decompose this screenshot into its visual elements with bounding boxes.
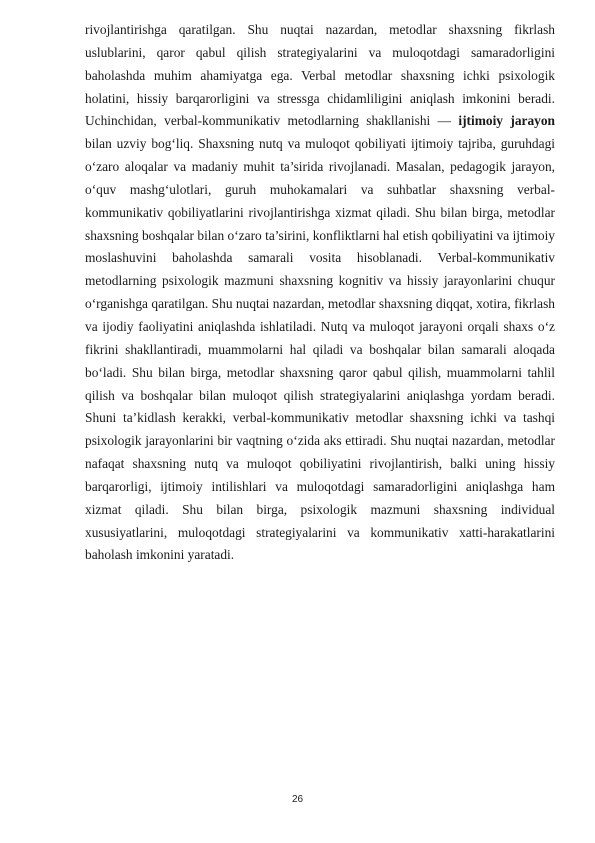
- paragraph-text-part-2: bilan uzviy bog‘liq. Shaxsning nutq va muloqot qobiliyati ijtimoiy tajriba, guruhdagi o‘zaro aloqalar va madaniy muhit ta’sirida rivojlanadi. Masalan, pedagogik jarayon, o‘quv mashg‘ulotlari, guruh muhokamalari va suhbatlar shaxsning verbal-kommunikativ qobiliyatlarini rivojlantirishga xizmat qiladi. Shu bilan birga, metodlar shaxsning boshqalar bilan o‘zaro ta’sirini, konfliktlarni hal etish qobiliyatini va ijtimoiy moslashuvini baholashda samarali vosita hisoblanadi. Verbal-kommunikativ metodlarning psixologik mazmuni shaxsning kognitiv va hissiy jarayonlarini chuqur o‘rganishga qaratilgan. Shu nuqtai nazardan, metodlar shaxsning diqqat, xotira, fikrlash va ijodiy faoliyatini aniqlashda ishlatiladi. Nutq va muloqot jarayoni orqali shaxs o‘z fikrini shakllantiradi, muammolarni hal qiladi va boshqalar bilan samarali aloqada bo‘ladi. Shu bilan birga, metodlar shaxsning qaror qabul qilish, muammolarni tahlil qilish va boshqalar bilan muloqot qilish strategiyalarini aniqlashga yordam beradi. Shuni ta’kidlash kerakki, verbal-kommunikativ metodlar shaxsning ichki va tashqi psixologik jarayonlarini bir vaqtning o‘zida aks ettiradi. Shu nuqtai nazardan, metodlar nafaqat shaxsning nutq va muloqot qobiliyatini rivojlantirish, balki uning hissiy barqarorligi, ijtimoiy intilishlari va muloqotdagi samaradorligini aniqlashga ham xizmat qiladi. Shu bilan birga, psixologik mazmuni shaxsning individual xususiyatlarini, muloqotdagi strategiyalarini va kommunikativ xatti-harakatlarini baholash imkonini yaratadi.: [85, 136, 555, 563]
- body-paragraph: [85, 19, 555, 567]
- bold-term: ijtimoiy jarayon: [458, 113, 555, 129]
- page-number: 26: [291, 794, 304, 805]
- paragraph-text-part-1: rivojlantirishga qaratilgan. Shu nuqtai nazardan, metodlar shaxsning fikrlash uslublarini, qaror qabul qilish strategiyalarini va muloqotdagi samaradorligini baholashda muhim ahamiyatga ega. Verbal metodlar shaxsning ichki psixologik holatini, hissiy barqarorligini va stressga chidamliligini aniqlash imkonini beradi. Uchinchidan, verbal-kommunikativ metodlarning shakllanishi —: [85, 22, 555, 129]
